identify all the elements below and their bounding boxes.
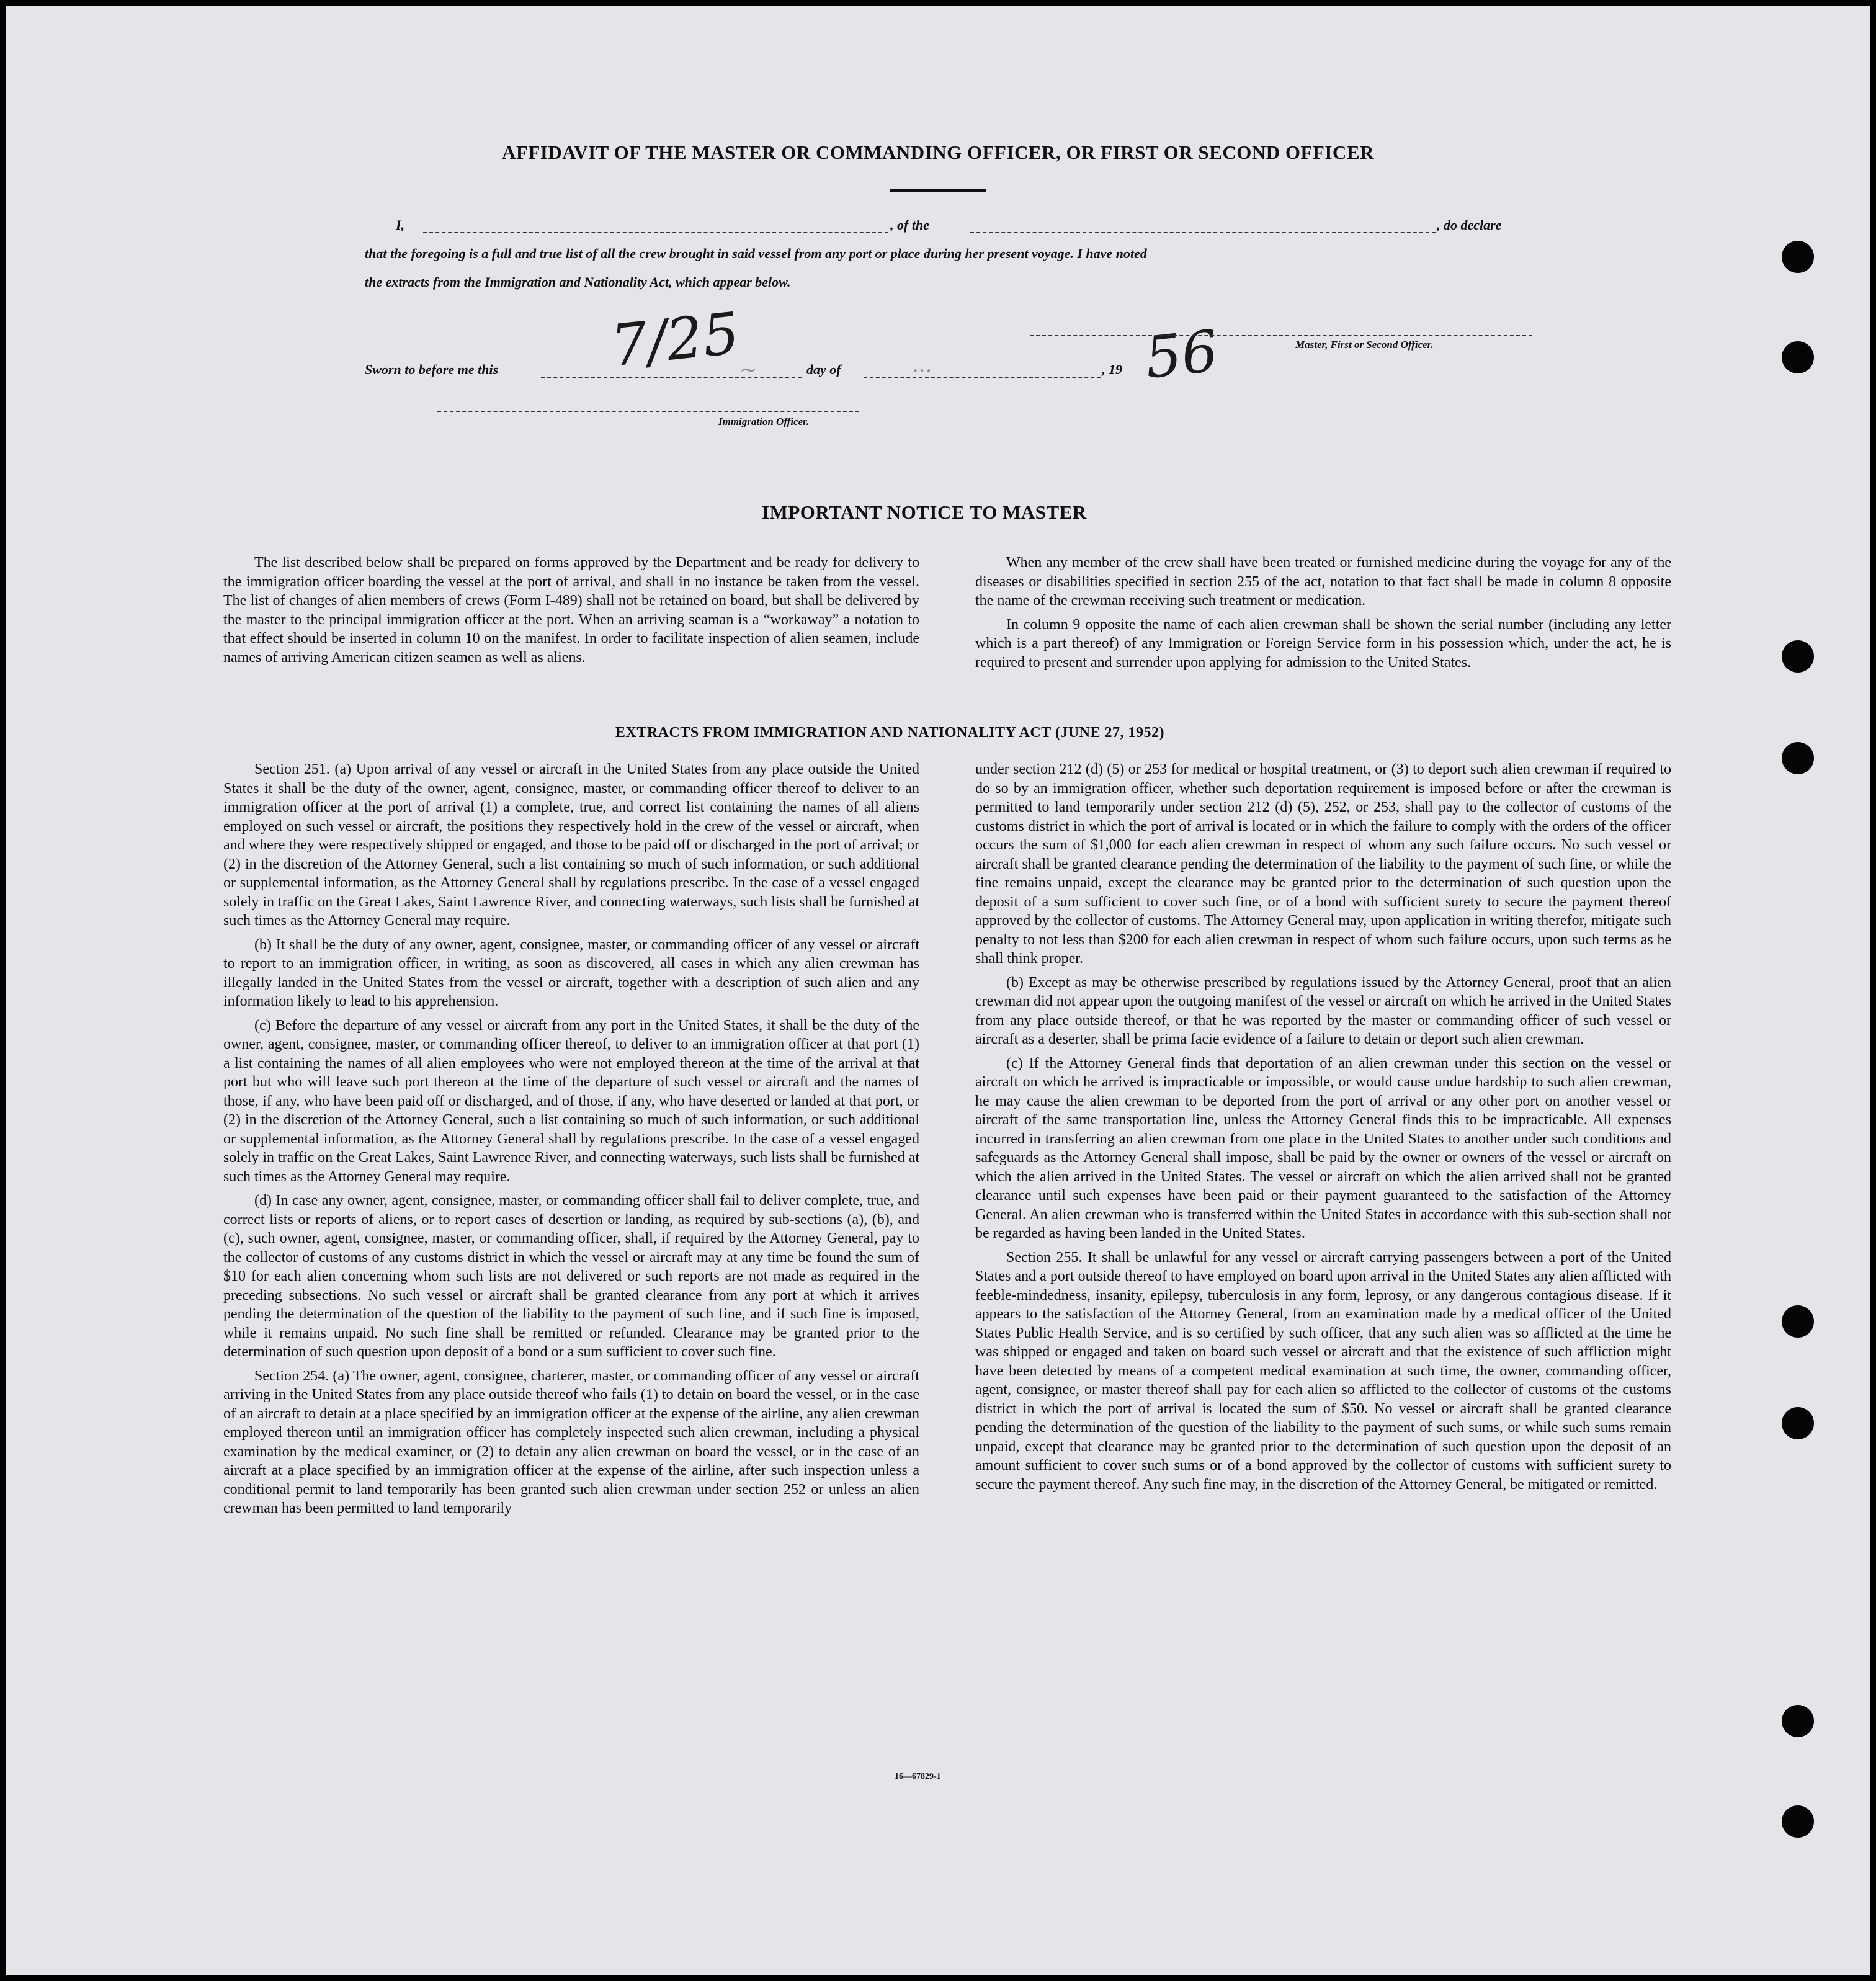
month-blank[interactable] [864, 377, 1101, 378]
document-page [6, 6, 1870, 1975]
punch-hole [1782, 1705, 1814, 1737]
extract-left-paragraph: (b) It shall be the duty of any owner, agent, consignee, master, or commanding officer of any vessel or aircraft to report to an immigration officer, in writing, as soon as discovered, all cases in which any alien crewman has illegally landed in the United States from the vessel or aircraft, together with a description of such alien and any information likely to lead to his apprehension. [223, 936, 919, 1009]
extract-right-paragraph: (b) Except as may be otherwise prescribed by regulations issued by the Attorney General, proof that an alien crewman did not appear upon the outgoing manifest of the vessel or aircraft on which he arrived in the United States from any place outside thereof, or that he was reported by the master or commanding officer of such vessel or aircraft as a deserter, shall be prima facie evidence of a failure to detain or deport such alien crewman. [975, 974, 1671, 1047]
notice-right-paragraph-2: In column 9 opposite the name of each alien crewman shall be shown the serial number (including any letter which is a part thereof) of any Immigration or Foreign Service form in his possession which, under the act, he is required to present and surrender upon applying for admission to the United States. [975, 616, 1671, 671]
notice-right-column [975, 553, 1671, 677]
name-blank[interactable] [423, 232, 888, 233]
title-rule [890, 189, 986, 192]
handwritten-year: 56 [1141, 318, 1222, 391]
affidavit-line3: the extracts from the Immigration and Nationality Act, which appear below. [365, 274, 791, 290]
punch-hole [1782, 341, 1814, 373]
notice-right-paragraph-1: When any member of the crew shall have been treated or furnished medicine during the voyage for any of the diseases or disabilities specified in section 255 of the act, notation to that fact shall be made in column 8 opposite the name of the crewman receiving such treatment or medication. [975, 555, 1671, 609]
vessel-blank[interactable] [970, 232, 1436, 233]
affidavit-title: AFFIDAVIT OF THE MASTER OR COMMANDING OFFICER, OR FIRST OR SECOND OFFICER [502, 141, 1374, 163]
handwritten-faint-mark: ~ [739, 357, 757, 382]
handwritten-month-faint: ... [912, 352, 932, 377]
punch-hole [1782, 241, 1814, 273]
officer-signature-line[interactable] [437, 411, 859, 412]
notice-left-column [223, 553, 919, 672]
extract-left-paragraph: (d) In case any owner, agent, consignee, master, or commanding officer shall fail to deliver complete, true, and correct lists or reports of aliens, or to report cases of desertion or landing, as required by sub-sections (a), (b), and (c), such owner, agent, consignee, master, or commanding officer, shall, if required by the Attorney General, pay to the collector of customs of any customs district in which the vessel or aircraft may at any time be found the sum of $10 for each alien concerning whom such lists are not delivered or such reports are not made as required in the preceding subsections. No such vessel or aircraft shall be granted clearance from any port at which it arrives pending the determination of the question of the liability to the payment of such fine, and if such fine is imposed, while it remains unpaid. No such fine shall be remitted or refunded. Clearance may be granted prior to the determination of such question upon deposit of a bond or a sum sufficient to cover such fine. [223, 1192, 919, 1360]
master-signature-line[interactable] [1030, 335, 1532, 336]
extract-left-paragraph: Section 254. (a) The owner, agent, consignee, charterer, master, or commanding officer of any vessel or aircraft arriving in the United States from any place outside thereof who fails (1) to detain on board the vessel, or in the case of an aircraft to detain at a place specified by an immigration officer at the expense of the airline, any alien crewman employed thereon until an immigration officer has completely inspected such alien crewman, including a physical examination by the medical examiner, or (2) to detain any alien crewman on board the vessel, or in the case of an aircraft at a place specified by an immigration officer at the expense of the airline, after such inspection unless a conditional permit to land temporarily has been granted such alien crewman under section 252 or unless an alien crewman has been permitted to land temporarily [223, 1367, 919, 1516]
punch-hole [1782, 640, 1814, 673]
sworn-day-blank[interactable] [541, 377, 802, 378]
extracts-right-column [975, 760, 1671, 1499]
affidavit-line2: that the foregoing is a full and true list of all the crew brought in said vessel from any port or place during her present voyage. I have noted [365, 246, 1147, 261]
extract-left-paragraph: Section 251. (a) Upon arrival of any vessel or aircraft in the United States from any place outside the United States it shall be the duty of the owner, agent, consignee, master, or commanding officer thereof to deliver to an immigration officer at the port of arrival (1) a complete, true, and correct list containing the names of all aliens employed on such vessel or aircraft, the positions they respectively hold in the crew of the vessel or aircraft, when and where they were respectively shipped or engaged, and those to be paid off or discharged in the port of arrival; or (2) in the discretion of the Attorney General, such a list containing so much of such information, or such additional or supplemental information, as the Attorney General shall by regulations prescribe. In the case of a vessel engaged solely in traffic on the Great Lakes, Saint Lawrence River, and connecting waterways, such lists shall be furnished at such times as the Attorney General may require. [223, 761, 919, 929]
extracts-left-column [223, 760, 919, 1523]
master-signature-label: Master, First or Second Officer. [1295, 339, 1434, 351]
affidavit-of-the: , of the [890, 217, 929, 233]
punch-hole [1782, 1805, 1814, 1838]
notice-title: IMPORTANT NOTICE TO MASTER [762, 501, 1087, 523]
extract-right-paragraph: Section 255. It shall be unlawful for any vessel or aircraft carrying passengers between a port of the United States and a port outside thereof to have employed on board upon arrival in the United States any alien afflicted with feeble-mindedness, insanity, epilepsy, tuberculosis in any form, leprosy, or any dangerous contagious disease. If it appears to the satisfaction of the Attorney General, from an examination made by a medical officer of the United States Public Health Service, and is so certified by such officer, that any such alien was so afflicted at the time he was shipped or engaged and taken on board such vessel or aircraft and that the existence of such affliction might have been detected by means of a competent medical examination at such time, the owner, commanding officer, agent, consignee, or master thereof shall pay for each alien so afflicted to the collector of customs of the customs district in which the port of arrival is located the sum of $50. No vessel or aircraft shall be granted clearance pending the determination of the question of the liability to the payment of such sums, or while such sums remain unpaid, except that clearance may be granted prior to the determination of such question upon the deposit of an amount sufficient to cover such sums or of a bond approved by the collector of customs with sufficient surety to secure the payment thereof. Any such fine may, in the discretion of the Attorney General, be mitigated or remitted. [975, 1249, 1671, 1493]
affidavit-declare: , do declare [1437, 217, 1502, 233]
extract-right-paragraph: (c) If the Attorney General finds that deportation of an alien crewman under this section on the vessel or aircraft on which he arrived is impracticable or impossible, or would cause undue hardship to such alien crewman, he may cause the alien crewman to be deported from the port of arrival or any other port on another vessel or aircraft of the same transportation line, unless the Attorney General finds this to be impracticable. All expenses incurred in transferring an alien crewman from one place in the United States to another under such conditions and safeguards as the Attorney General shall impose, shall be paid by the owner or owners of the vessel or aircraft on which the alien arrived in the United States. The vessel or aircraft on which the alien arrived shall not be granted clearance until such expenses have been paid or their payment guaranteed to the satisfaction of the Attorney General. An alien crewman who is transferred within the United States in accordance with this sub-section shall not be regarded as having been landed in the United States. [975, 1055, 1671, 1241]
notice-left-paragraph: The list described below shall be prepared on forms approved by the Department and be ready for delivery to the immigration officer boarding the vessel at the port of arrival, and shall in no instance be taken from the vessel. The list of changes of alien members of crews (Form I-489) shall not be retained on board, but shall be delivered by the master to the principal immigration officer at the port. When an arriving seaman is a “workaway” a notation to that effect should be inserted in column 10 on the manifest. In order to facilitate inspection of alien seamen, include names of arriving American citizen seamen as well as aliens. [223, 555, 919, 666]
form-code: 16—67829-1 [895, 1772, 941, 1781]
extract-right-paragraph: under section 212 (d) (5) or 253 for medical or hospital treatment, or (3) to deport such alien crewman if required to do so by an immigration officer, whether such deportation requirement is imposed before or after the crewman is permitted to land temporarily under section 212 (d) (5), 252, or 253, shall pay to the collector of customs of the customs district in which the port of arrival is located or in which the failure to comply with the orders of the officer occurs the sum of $1,000 for each alien crewman in respect of whom any such failure occurs. No such vessel or aircraft shall be granted clearance pending the determination of the liability to the payment of such fine, or while the fine remains unpaid, except the clearance may be granted prior to the determination of such question upon the deposit of a sum sufficient to cover such fine, or of a bond with sufficient surety to secure the payment thereof approved by the collector of customs. The Attorney General may, upon application in writing therefor, mitigate such penalty to not less than $200 for each alien crewman in respect of whom such failure occurs, upon such terms as he shall think proper. [975, 761, 1671, 967]
punch-hole [1782, 1305, 1814, 1338]
sworn-label: Sworn to before me this [365, 362, 499, 377]
officer-signature-label: Immigration Officer. [718, 416, 810, 427]
punch-hole [1782, 742, 1814, 774]
affidavit-i: I, [396, 217, 405, 233]
punch-hole [1782, 1407, 1814, 1439]
handwritten-date: 7/25 [607, 300, 743, 380]
day-of-label: day of [806, 362, 841, 377]
extracts-title: EXTRACTS FROM IMMIGRATION AND NATIONALITY ACT (JUNE 27, 1952) [615, 725, 1164, 741]
year-prefix: , 19 [1102, 362, 1122, 377]
extract-left-paragraph: (c) Before the departure of any vessel or aircraft from any port in the United States, it shall be the duty of the owner, agent, consignee, master, or commanding officer thereof, to deliver to an immigration officer at that port (1) a list containing the names of all alien employees who were not employed thereon at the time of the arrival at that port but who will leave such port thereon at the time of the departure of such vessel or aircraft and the names of those, if any, who have been paid off or discharged, and of those, if any, who have deserted or landed at that port, or (2) in the discretion of the Attorney General, such a list containing so much of such information, or such additional or supplemental information, as the Attorney General shall by regulations prescribe. In the case of a vessel engaged solely in traffic on the Great Lakes, Saint Lawrence River, and connecting waterways, such lists shall be furnished at such times as the Attorney General may require. [223, 1017, 919, 1185]
